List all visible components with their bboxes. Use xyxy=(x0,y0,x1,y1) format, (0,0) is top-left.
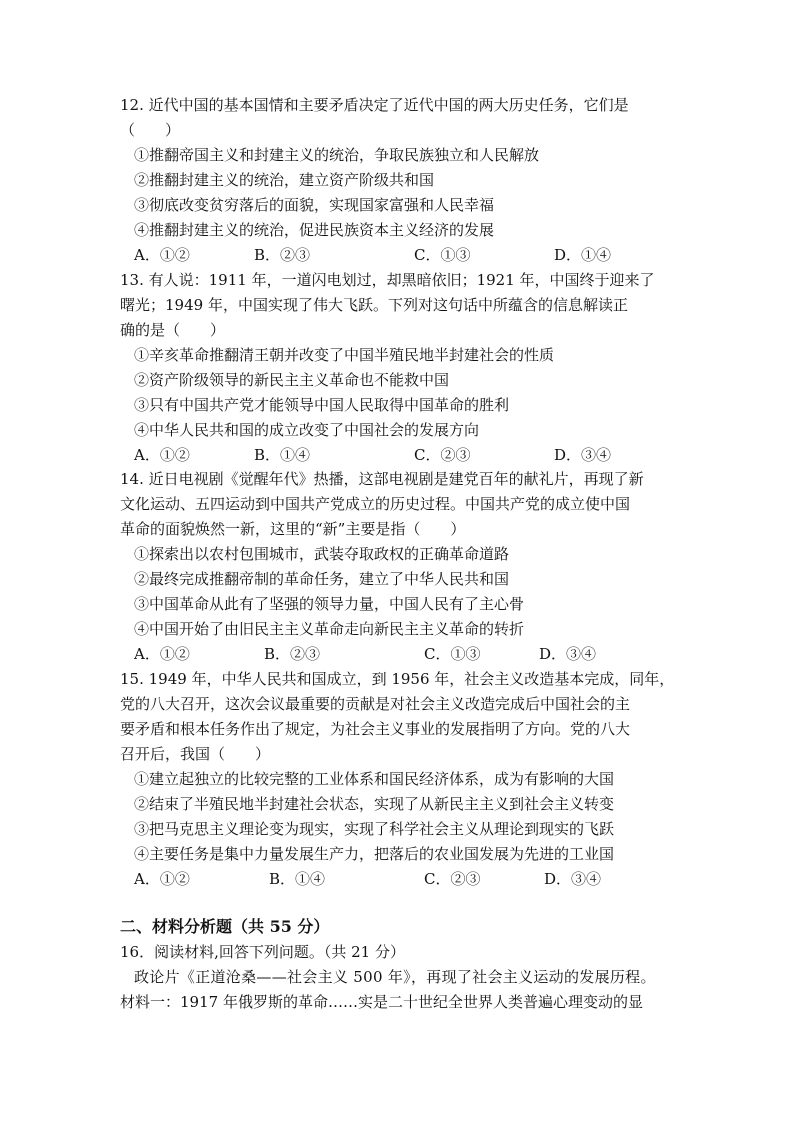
option-statement: ④中华人民共和国的成立改变了中国社会的发展方向 xyxy=(134,421,480,439)
question-stem-line: 文化运动、五四运动到中国共产党成立的历史过程。中国共产党的成立使中国 xyxy=(120,495,631,513)
choice-b: B．②③ xyxy=(254,246,311,264)
question-14 xyxy=(120,467,680,667)
choice-a: A．①② xyxy=(134,446,190,464)
choice-b: B．①④ xyxy=(269,870,326,888)
choice-c: C．①③ xyxy=(414,246,471,264)
choice-d: D．③④ xyxy=(544,870,602,888)
option-statement: ④中国开始了由旧民主主义革命走向新民主主义革命的转折 xyxy=(134,620,525,638)
choice-a: A．①② xyxy=(134,645,190,663)
choice-d: D．③④ xyxy=(554,446,612,464)
question-stem-line: 16．阅读材料,回答下列问题。（共 21 分） xyxy=(120,943,405,961)
option-statement: ①建立起独立的比较完整的工业体系和国民经济体系，成为有影响的大国 xyxy=(134,770,615,788)
answer-choices xyxy=(120,867,680,892)
choice-c: C．①③ xyxy=(424,645,481,663)
choice-d: D．③④ xyxy=(539,645,597,663)
choice-a: A．①② xyxy=(134,246,190,264)
option-statement: ①辛亥革命推翻清王朝并改变了中国半殖民地半封建社会的性质 xyxy=(134,346,555,364)
section-heading: 二、材料分析题（共 55 分） xyxy=(120,917,330,936)
option-statement: ③把马克思主义理论变为现实，实现了科学社会主义从理论到现实的飞跃 xyxy=(134,820,615,838)
option-statement: ④推翻封建主义的统治，促进民族资本主义经济的发展 xyxy=(134,221,495,239)
choice-d: D．①④ xyxy=(554,246,612,264)
option-statement: ③中国革命从此有了坚强的领导力量，中国人民有了主心骨 xyxy=(134,595,525,613)
question-stem-line: 党的八大召开，这次会议最重要的贡献是对社会主义改造完成后中国社会的主 xyxy=(120,695,631,713)
option-statement: ①推翻帝国主义和封建主义的统治，争取民族独立和人民解放 xyxy=(134,146,540,164)
option-statement: ①探索出以农村包围城市，武装夺取政权的正确革命道路 xyxy=(134,545,510,563)
choice-b: B．②③ xyxy=(264,645,321,663)
question-stem-line: 曙光；1949 年，中国实现了伟大飞跃。下列对这句话中所蕴含的信息解读正 xyxy=(120,296,628,314)
question-16 xyxy=(120,940,690,1015)
choice-c: C．②③ xyxy=(424,870,481,888)
option-statement: ②结束了半殖民地半封建社会状态，实现了从新民主主义到社会主义转变 xyxy=(134,795,615,813)
option-statement: ④主要任务是集中力量发展生产力，把落后的农业国发展为先进的工业国 xyxy=(134,845,615,863)
question-stem-line: （ ） xyxy=(120,121,181,139)
question-stem-line: 13. 有人说：1911 年，一道闪电划过，却黑暗依旧；1921 年，中国终于迎来了 xyxy=(120,271,655,289)
option-statement: ③只有中国共产党才能领导中国人民取得中国革命的胜利 xyxy=(134,396,510,414)
option-statement: ③彻底改变贫穷落后的面貌，实现国家富强和人民幸福 xyxy=(134,196,495,214)
material-intro: 政论片《正道沧桑——社会主义 500 年》，再现了社会主义运动的发展历程。 xyxy=(134,968,656,986)
question-stem-line: 确的是（ ） xyxy=(120,321,226,339)
question-15 xyxy=(120,667,680,892)
question-stem-line: 15. 1949 年，中华人民共和国成立，到 1956 年，社会主义改造基本完成，同年， xyxy=(120,670,675,688)
option-statement: ②资产阶级领导的新民主主义革命也不能救中国 xyxy=(134,371,450,389)
option-statement: ②最终完成推翻帝制的革命任务，建立了中华人民共和国 xyxy=(134,570,510,588)
option-statement: ②推翻封建主义的统治，建立资产阶级共和国 xyxy=(134,171,435,189)
question-stem-line: 要矛盾和根本任务作出了规定，为社会主义事业的发展指明了方向。党的八大 xyxy=(120,720,631,738)
question-stem-line: 革命的面貌焕然一新，这里的“新”主要是指（ ） xyxy=(120,520,466,538)
choice-a: A．①② xyxy=(134,870,190,888)
material-one: 材料一：1917 年俄罗斯的革命……实是二十世纪全世界人类普遍心理变动的显 xyxy=(120,993,643,1011)
question-stem-line: 12. 近代中国的基本国情和主要矛盾决定了近代中国的两大历史任务，它们是 xyxy=(120,96,629,114)
choice-b: B．①④ xyxy=(254,446,311,464)
question-stem-line: 14. 近日电视剧《觉醒年代》热播，这部电视剧是建党百年的献礼片，再现了新 xyxy=(120,470,644,488)
question-12 xyxy=(120,93,680,268)
answer-choices xyxy=(120,243,680,268)
answer-choices xyxy=(120,443,680,468)
answer-choices xyxy=(120,642,680,667)
choice-c: C．②③ xyxy=(414,446,471,464)
question-stem-line: 召开后，我国（ ） xyxy=(120,745,271,763)
question-13 xyxy=(120,268,680,468)
